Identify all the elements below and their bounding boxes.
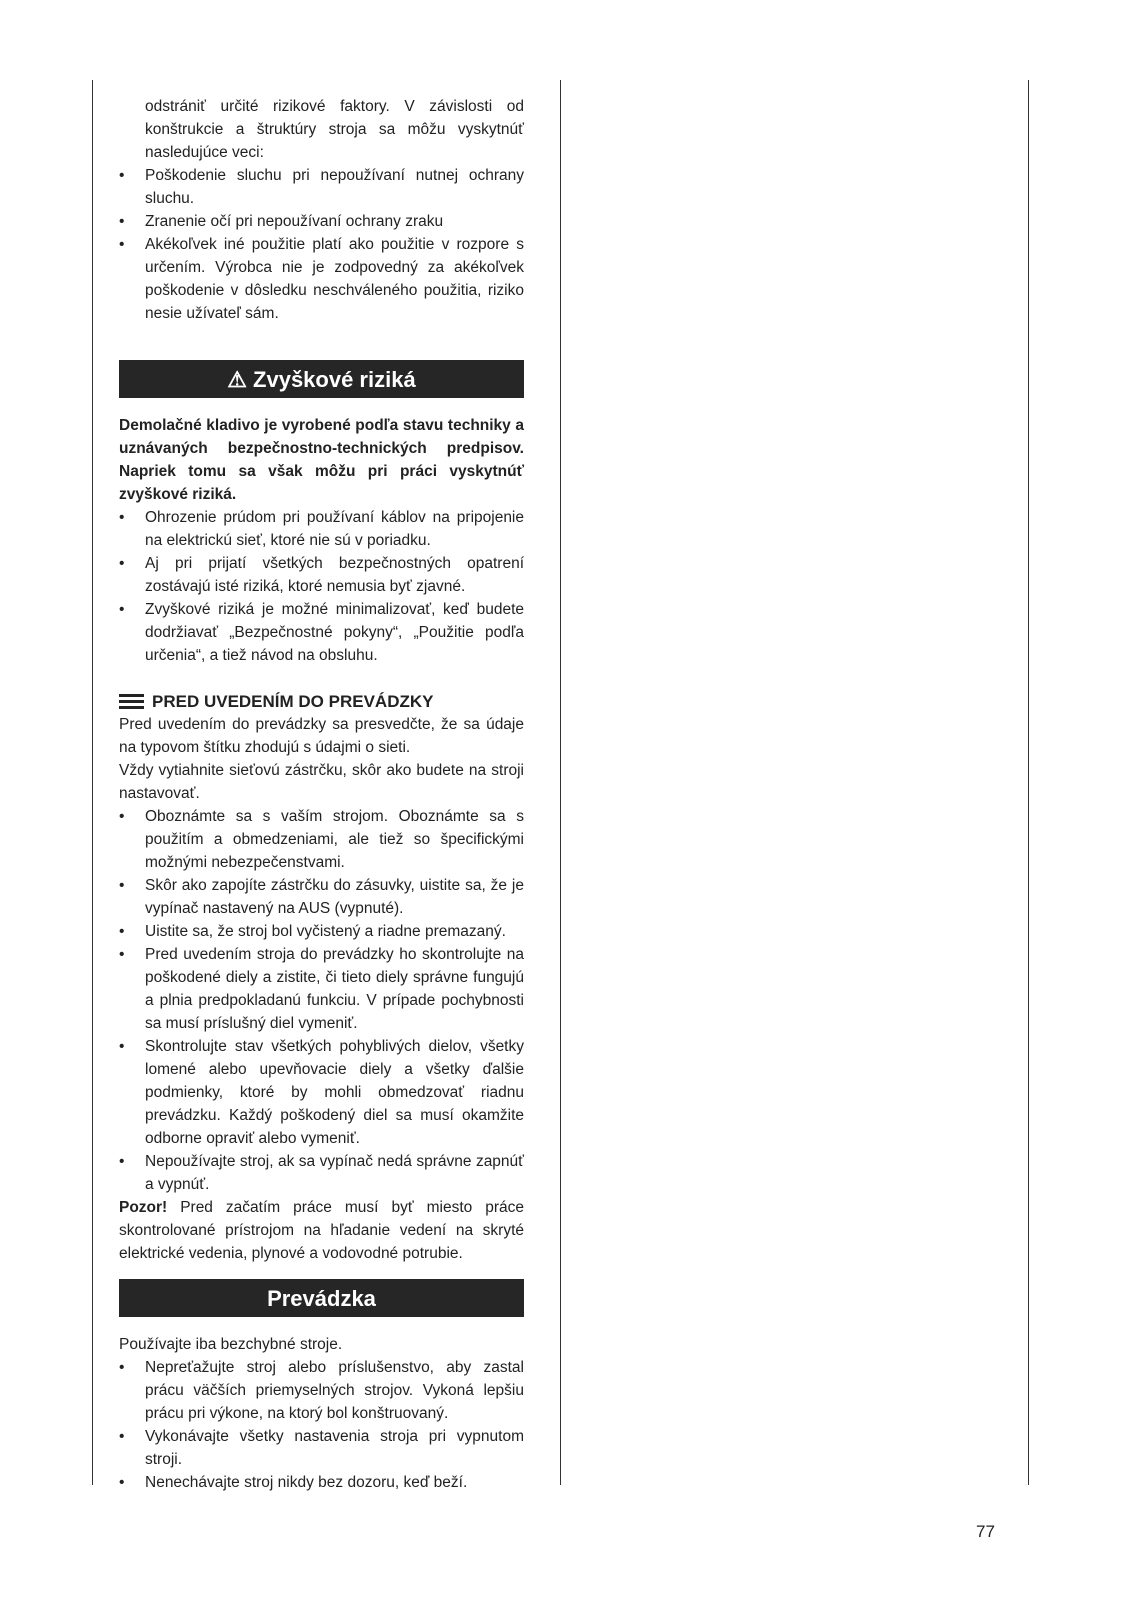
residual-risks-heading (119, 360, 524, 398)
list-item-text: Nepoužívajte stroj, ak sa vypínač nedá správne zapnúť a vypnúť. (145, 1153, 524, 1193)
operation-heading (119, 1279, 524, 1317)
list-item (119, 164, 524, 210)
bullet: • (119, 1153, 125, 1170)
list-item (119, 943, 524, 1035)
list-item-text: Skôr ako zapojíte zástrčku do zásuvky, uistite sa, že je vypínač nastavený na AUS (vypnuté). (145, 877, 524, 917)
list-item-text: Zranenie očí pri nepoužívaní ochrany zraku (145, 213, 444, 230)
operation-list (119, 1356, 524, 1494)
bullet: • (119, 946, 125, 963)
column-rule-middle (560, 80, 561, 1485)
warning-icon: ⚠ (227, 366, 248, 392)
warning-paragraph (119, 1196, 524, 1265)
warning-label: Pozor! (119, 1199, 168, 1216)
bullet: • (119, 1474, 125, 1491)
bullet: • (119, 1038, 125, 1055)
list-item-text: Oboznámte sa s vaším strojom. Oboznámte sa s použitím a obmedzeniami, ale tiež so špecifickými možnými nebezpečenstvami. (145, 808, 524, 871)
bullet: • (119, 601, 125, 618)
operation-paragraph: Používajte iba bezchybné stroje. (119, 1336, 343, 1353)
list-item-text: Aj pri prijatí všetkých bezpečnostných opatrení zostávajú isté riziká, ktoré nemusia byť zjavné. (145, 555, 524, 595)
list-item (119, 805, 524, 874)
intro-list (119, 164, 524, 325)
list-item (119, 506, 524, 552)
list-item (119, 233, 524, 325)
list-item-text: Uistite sa, že stroj bol vyčistený a riadne premazaný. (145, 923, 506, 940)
list-item-text: Ohrozenie prúdom pri používaní káblov na pripojenie na elektrickú sieť, ktoré nie sú v poriadku. (145, 509, 524, 549)
left-column (119, 95, 524, 1494)
menu-lines-icon (119, 691, 144, 712)
list-item-text: Zvyškové riziká je možné minimalizovať, keď budete dodržiavať „Bezpečnostné pokyny“, „Použitie podľa určenia“, a tiež návod na obsluhu. (145, 601, 524, 664)
bullet: • (119, 1428, 125, 1445)
bullet: • (119, 213, 125, 230)
list-item (119, 1425, 524, 1471)
list-item-text: Skontrolujte stav všetkých pohyblivých dielov, všetky lomené alebo upevňovacie diely a všetky ďalšie podmienky, ktoré by mohli obmedzovať riadnu prevádzku. Každý poškodený diel sa musí okamžite odborne opraviť alebo vymeniť. (145, 1038, 524, 1147)
bullet: • (119, 236, 125, 253)
warning-text: Pred začatím práce musí byť miesto práce skontrolované prístrojom na hľadanie vedení na skryté elektrické vedenia, plynové a vodovodné potrubie. (119, 1199, 524, 1262)
bullet: • (119, 877, 125, 894)
list-item (119, 920, 524, 943)
bullet: • (119, 509, 125, 526)
bullet: • (119, 167, 125, 184)
intro-continuation: odstrániť určité rizikové faktory. V závislosti od konštrukcie a štruktúry stroja sa môžu vyskytnúť nasledujúce veci: (145, 98, 524, 161)
startup-list (119, 805, 524, 1196)
list-item-text: Nepreťažujte stroj alebo príslušenstvo, aby zastal prácu väčších priemyselných strojov. Vykoná lepšiu prácu pri výkone, na ktorý bol konštruovaný. (145, 1359, 524, 1422)
heading-text: Prevádzka (267, 1285, 376, 1311)
list-item (119, 1150, 524, 1196)
heading-text: PRED UVEDENÍM DO PREVÁDZKY (152, 691, 434, 711)
list-item-text: Nenechávajte stroj nikdy bez dozoru, keď beží. (145, 1474, 468, 1491)
startup-heading (119, 689, 524, 713)
page-number: 77 (976, 1522, 995, 1541)
list-item (119, 1356, 524, 1425)
bullet: • (119, 808, 125, 825)
list-item (119, 1035, 524, 1150)
residual-list (119, 506, 524, 667)
column-rule-right (1028, 80, 1029, 1485)
list-item (119, 874, 524, 920)
list-item (119, 210, 524, 233)
list-item-text: Pred uvedením stroja do prevádzky ho skontrolujte na poškodené diely a zistite, či tieto diely správne fungujú a plnia predpokladanú funkciu. V prípade pochybnosti sa musí príslušný diel vymeniť. (145, 946, 524, 1032)
residual-intro: Demolačné kladivo je vyrobené podľa stavu techniky a uznávaných bezpečnostno-technických predpisov. Napriek tomu sa však môžu pri práci vyskytnúť zvyškové riziká. (119, 417, 524, 503)
list-item (119, 1471, 524, 1494)
list-item (119, 598, 524, 667)
bullet: • (119, 555, 125, 572)
list-item (119, 552, 524, 598)
column-rule-left (92, 80, 93, 1485)
bullet: • (119, 1359, 125, 1376)
list-item-text: Akékoľvek iné použitie platí ako použitie v rozpore s určením. Výrobca nie je zodpovedný za akékoľvek poškodenie v dôsledku neschváleného použitia, riziko nesie užívateľ sám. (145, 236, 524, 322)
startup-paragraph: Pred uvedením do prevádzky sa presvedčte, že sa údaje na typovom štítku zhodujú s údajmi o sieti. (119, 716, 524, 756)
heading-text: Zvyškové riziká (253, 366, 416, 392)
list-item-text: Poškodenie sluchu pri nepoužívaní nutnej ochrany sluchu. (145, 167, 524, 207)
startup-paragraph: Vždy vytiahnite sieťovú zástrčku, skôr ako budete na stroji nastavovať. (119, 762, 524, 802)
list-item-text: Vykonávajte všetky nastavenia stroja pri vypnutom stroji. (145, 1428, 524, 1468)
bullet: • (119, 923, 125, 940)
